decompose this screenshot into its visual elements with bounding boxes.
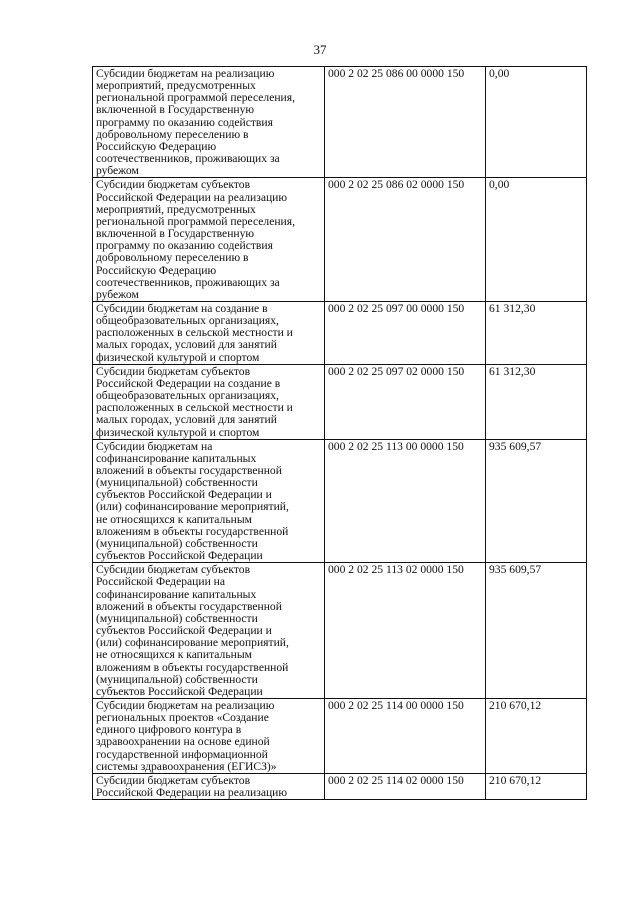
description-line: субъектов Российской Федерации и (96, 488, 272, 502)
description-line: (муниципальной) собственности (96, 672, 258, 686)
description-line: физической культурой и спортом (96, 350, 260, 364)
budget-classification-code: 000 2 02 25 114 02 0000 150 (325, 773, 486, 799)
row-description (93, 301, 325, 364)
description-line: малых городах, условий для занятий (96, 338, 277, 352)
description-line: субъектов Российской Федерации (96, 549, 263, 563)
description-line: Российскую Федерацию (96, 263, 217, 277)
description-line: добровольному переселению в (96, 251, 249, 265)
description-line: вложений в объекты государственной (96, 599, 282, 613)
row-description (93, 178, 325, 302)
description-line: (муниципальной) собственности (96, 476, 258, 490)
description-line: общеобразовательных организациях, (96, 389, 279, 403)
description-line: софинансирование капитальных (96, 451, 257, 465)
description-line: включенной в Государственную (96, 227, 255, 241)
description-line: вложениям в объекты государственной (96, 524, 289, 538)
description-line: не относящихся к капитальным (96, 648, 252, 662)
budget-classification-code: 000 2 02 25 113 02 0000 150 (325, 563, 486, 699)
description-line: мероприятий, предусмотренных (96, 79, 256, 93)
budget-classification-code: 000 2 02 25 097 00 0000 150 (325, 301, 486, 364)
description-line: программу по оказанию содействия (96, 239, 273, 253)
description-line: соотечественников, проживающих за (96, 275, 280, 289)
budget-classification-code: 000 2 02 25 113 00 0000 150 (325, 439, 486, 563)
description-line: единого цифрового контура в (96, 723, 242, 737)
description-line: Российской Федерации на реализацию (96, 786, 288, 800)
description-line: Субсидии бюджетам субъектов (96, 773, 251, 787)
description-line: физической культурой и спортом (96, 425, 260, 439)
description-line: Российской Федерации на создание в (96, 376, 281, 390)
amount-value: 210 670,12 (486, 773, 587, 799)
description-line: Субсидии бюджетам субъектов (96, 364, 251, 378)
description-line: программу по оказанию содействия (96, 115, 273, 129)
description-line: региональных проектов «Создание (96, 711, 269, 725)
amount-value: 210 670,12 (486, 698, 587, 773)
description-line: мероприятий, предусмотренных (96, 202, 256, 216)
description-line: расположенных в сельской местности и (96, 326, 293, 340)
amount-value: 0,00 (486, 178, 587, 302)
table-row (93, 364, 587, 439)
description-line: Российскую Федерацию (96, 139, 217, 153)
description-line: добровольному переселению в (96, 127, 249, 141)
amount-value: 935 609,57 (486, 563, 587, 699)
amount-value: 61 312,30 (486, 301, 587, 364)
budget-revenue-table (92, 66, 587, 800)
budget-classification-code: 000 2 02 25 097 02 0000 150 (325, 364, 486, 439)
row-description (93, 563, 325, 699)
table-row (93, 67, 587, 178)
row-description (93, 698, 325, 773)
description-line: государственной информационной (96, 747, 268, 761)
description-line: региональной программой переселения, (96, 214, 295, 228)
amount-value: 61 312,30 (486, 364, 587, 439)
page-number: 37 (313, 42, 327, 57)
description-line: вложениям в объекты государственной (96, 660, 289, 674)
description-line: расположенных в сельской местности и (96, 401, 293, 415)
description-line: (муниципальной) собственности (96, 611, 258, 625)
row-description (93, 364, 325, 439)
description-line: (муниципальной) собственности (96, 536, 258, 550)
table-body (93, 67, 587, 800)
row-description (93, 773, 325, 799)
budget-classification-code: 000 2 02 25 086 00 0000 150 (325, 67, 486, 178)
row-description (93, 67, 325, 178)
description-line: рубежом (96, 164, 139, 178)
table-row (93, 178, 587, 302)
description-line: включенной в Государственную (96, 103, 255, 117)
table-row (93, 773, 587, 799)
description-line: Субсидии бюджетам на реализацию (96, 67, 275, 80)
description-line: Субсидии бюджетам на реализацию (96, 698, 275, 712)
description-line: софинансирование капитальных (96, 587, 257, 601)
table-row (93, 698, 587, 773)
description-line: Субсидии бюджетам субъектов (96, 563, 251, 577)
amount-value: 935 609,57 (486, 439, 587, 563)
description-line: (или) софинансирование мероприятий, (96, 636, 289, 650)
description-line: Российской Федерации на (96, 575, 226, 589)
description-line: здравоохранении на основе единой (96, 735, 270, 749)
table-row (93, 301, 587, 364)
table-row (93, 563, 587, 699)
description-line: рубежом (96, 287, 139, 301)
description-line: субъектов Российской Федерации и (96, 624, 272, 638)
description-line: региональной программой переселения, (96, 91, 295, 105)
description-line: системы здравоохранения (ЕГИСЗ)» (96, 759, 277, 773)
amount-value: 0,00 (486, 67, 587, 178)
description-line: вложений в объекты государственной (96, 464, 282, 477)
description-line: малых городах, условий для занятий (96, 413, 277, 427)
description-line: Субсидии бюджетам на (96, 439, 213, 453)
description-line: (или) софинансирование мероприятий, (96, 500, 289, 514)
description-line: Субсидии бюджетам на создание в (96, 301, 268, 315)
description-line: Российской Федерации на реализацию (96, 190, 288, 204)
description-line: общеобразовательных организациях, (96, 314, 279, 328)
description-line: не относящихся к капитальным (96, 512, 252, 526)
description-line: субъектов Российской Федерации (96, 684, 263, 698)
row-description (93, 439, 325, 563)
description-line: Субсидии бюджетам субъектов (96, 178, 251, 192)
table-row (93, 439, 587, 563)
description-line: соотечественников, проживающих за (96, 152, 280, 166)
budget-classification-code: 000 2 02 25 114 00 0000 150 (325, 698, 486, 773)
budget-classification-code: 000 2 02 25 086 02 0000 150 (325, 178, 486, 302)
